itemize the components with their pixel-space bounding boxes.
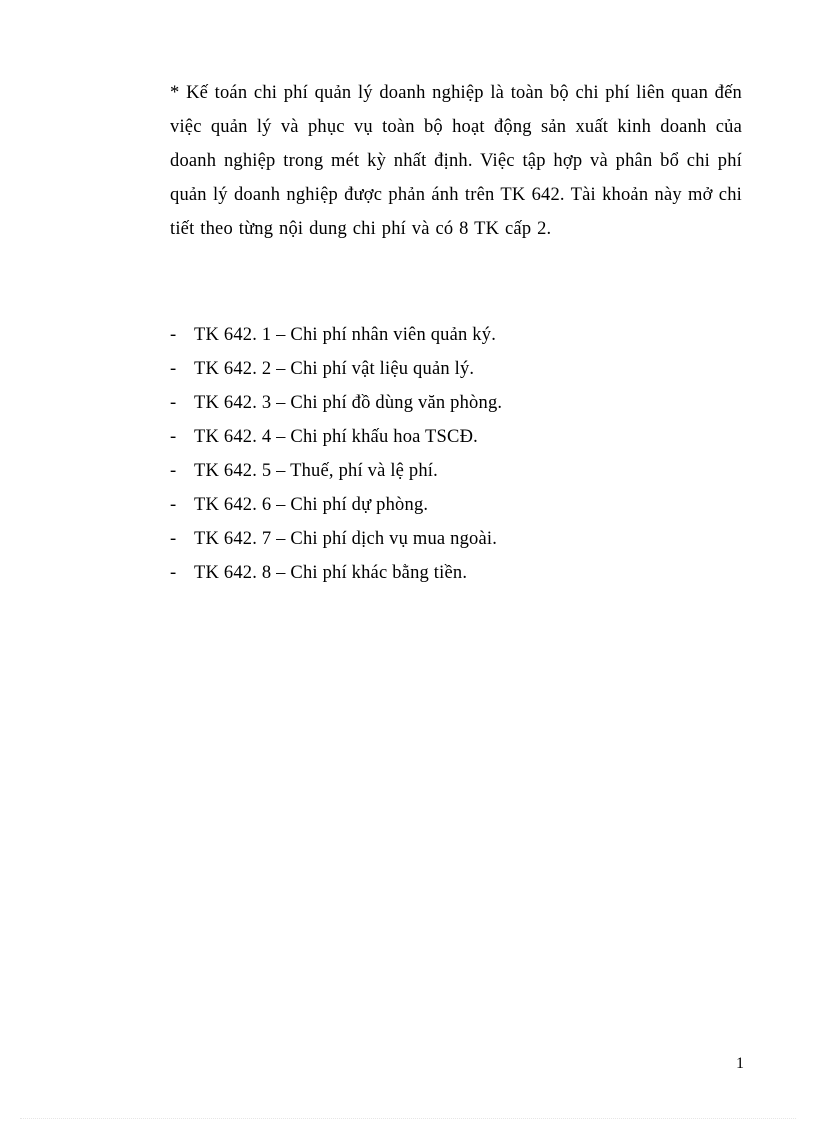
- account-list: [170, 318, 502, 590]
- list-item-text: TK 642. 6 – Chi phí dự phòng.: [194, 495, 429, 515]
- list-item: [170, 318, 502, 352]
- bullet-dash: -: [170, 495, 177, 515]
- list-item: [170, 522, 502, 556]
- list-item-text: TK 642. 4 – Chi phí khấu hoa TSCĐ.: [194, 427, 478, 447]
- bullet-dash: -: [170, 461, 177, 481]
- list-item-text: TK 642. 3 – Chi phí đồ dùng văn phòng.: [194, 393, 503, 413]
- page-number: 1: [736, 1055, 744, 1072]
- list-item-text: TK 642. 7 – Chi phí dịch vụ mua ngoài.: [194, 529, 498, 549]
- list-item: [170, 352, 502, 386]
- page-bottom-divider: [20, 1118, 796, 1119]
- list-item-text: TK 642. 1 – Chi phí nhân viên quản ký.: [194, 325, 497, 345]
- list-item: [170, 488, 502, 522]
- bullet-dash: -: [170, 325, 177, 345]
- bullet-dash: -: [170, 393, 177, 413]
- list-item: [170, 454, 502, 488]
- list-item: [170, 556, 502, 590]
- list-item-text: TK 642. 2 – Chi phí vật liệu quản lý.: [194, 359, 475, 379]
- bullet-dash: -: [170, 563, 177, 583]
- intro-paragraph: * Kế toán chi phí quản lý doanh nghiệp là toàn bộ chi phí liên quan đến việc quản lý và phục vụ toàn bộ hoạt động sản xuất kinh doanh của doanh nghiệp trong mét kỳ nhất định. Việc tập hợp và phân bổ chi phí quản lý doanh nghiệp được phản ánh trên TK 642. Tài khoản này mở chi tiết theo từng nội dung chi phí và có 8 TK cấp 2.: [170, 83, 742, 239]
- bullet-dash: -: [170, 427, 177, 447]
- bullet-dash: -: [170, 359, 177, 379]
- list-item: [170, 386, 502, 420]
- list-item-text: TK 642. 5 – Thuế, phí và lệ phí.: [194, 461, 438, 481]
- list-item: [170, 420, 502, 454]
- list-item-text: TK 642. 8 – Chi phí khác bằng tiền.: [194, 563, 468, 583]
- bullet-dash: -: [170, 529, 177, 549]
